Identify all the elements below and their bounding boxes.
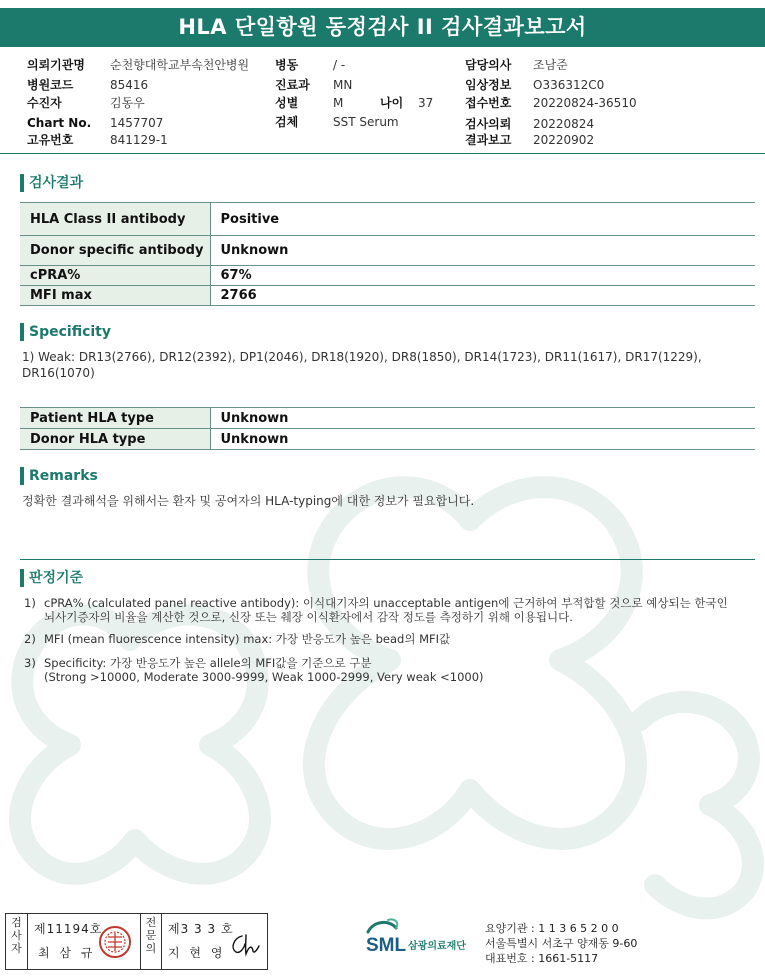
table-row: [20, 429, 755, 450]
criteria-num-3: 3): [24, 656, 36, 670]
sex-value: M: [333, 96, 344, 110]
table-row: [20, 408, 755, 429]
chart-no-label: Chart No.: [27, 116, 92, 130]
result-key: HLA Class II antibody: [20, 203, 210, 236]
institution-label: 의뢰기관명: [27, 58, 85, 72]
institution-row: [27, 57, 85, 73]
result-value: 2766: [210, 286, 755, 306]
signature-box: [5, 913, 268, 970]
doctor-value: 조남준: [533, 58, 568, 72]
specimen-label: 검체: [275, 115, 299, 129]
sml-logo: [364, 918, 482, 960]
sml-org-name: 삼광의료재단: [408, 941, 466, 952]
table-row: [20, 266, 755, 286]
reviewer-license: 제3 3 3 호: [168, 922, 234, 936]
org-code: 요양기관 : 1 1 3 6 5 2 0 0: [485, 922, 619, 935]
criteria-item-1-line-1: cPRA% (calculated panel reactive antibody): 이식대기자의 unacceptable antigen에 근거하여 부적합할 것으로 예상되는 한국인: [44, 596, 728, 610]
result-value: Unknown: [210, 236, 755, 266]
hla-key: Donor HLA type: [20, 429, 210, 450]
criteria-num-1: 1): [24, 596, 36, 610]
org-address: 서울특별시 서초구 양재동 9-60: [485, 937, 638, 950]
criteria-section-title: 판정기준: [20, 569, 83, 587]
hla-key: Patient HLA type: [20, 408, 210, 429]
criteria-item-1-line-2: 뇌사기증자의 비율을 계산한 것으로, 신장 또는 췌장 이식환자에서 감작 정도를 측정하기 위해 이용됩니다.: [44, 610, 573, 624]
unique-no-value: 841129-1: [110, 133, 168, 147]
remarks-text: 정확한 결과해석을 위해서는 환자 및 공여자의 HLA-typing에 대한 정보가 필요합니다.: [22, 494, 475, 508]
examiner-label-text: 검사자: [11, 916, 22, 955]
hospital-code-value: 85416: [110, 78, 149, 92]
results-table: [20, 202, 755, 306]
ward-value: / -: [333, 58, 346, 72]
institution-value: 순천향대학교부속천안병원: [110, 58, 250, 72]
dept-value: MN: [333, 78, 353, 92]
examiner-license: 제11194호: [34, 922, 103, 936]
result-value: 67%: [210, 266, 755, 286]
specificity-section-title: Specificity: [20, 323, 111, 341]
criteria-item-3-line-2: (Strong >10000, Moderate 3000-9999, Weak 1000-2999, Very weak <1000): [44, 670, 484, 684]
result-value: Positive: [210, 203, 755, 236]
table-row: [20, 286, 755, 306]
hospital-code-label: 병원코드: [27, 78, 74, 92]
criteria-item-2-line-1: MFI (mean fluorescence intensity) max: 가장 반응도가 높은 bead의 MFI값: [44, 632, 451, 646]
reviewer-label-text: 전문의: [145, 916, 157, 955]
criteria-divider: [20, 559, 755, 560]
hla-value: Unknown: [210, 429, 755, 450]
report-date-label: 결과보고: [465, 133, 512, 147]
examiner-seal-icon: [98, 925, 132, 959]
table-row: [20, 203, 755, 236]
specificity-line-1: 1) Weak: DR13(2766), DR12(2392), DP1(2046), DR18(1920), DR8(1850), DR14(1723), DR11(1617), DR17(1229),: [22, 350, 702, 364]
age-label: 나이: [380, 96, 404, 110]
request-value: 20220824: [533, 117, 595, 131]
sex-label: 성별: [275, 96, 299, 110]
table-row: [20, 236, 755, 266]
unique-no-label: 고유번호: [27, 133, 74, 147]
reviewer-name: 지 현 영: [168, 946, 226, 960]
report-title: HLA 단일항원 동정검사 II 검사결과보고서: [0, 8, 765, 47]
result-key: cPRA%: [20, 266, 210, 286]
age-value: 37: [418, 96, 434, 110]
examiner-label: [6, 914, 28, 969]
remarks-section-title: Remarks: [20, 467, 98, 485]
header-divider: [0, 153, 765, 154]
org-phone: 대표번호 : 1661-5117: [485, 952, 599, 965]
clinical-value: O336312C0: [533, 78, 605, 92]
receipt-label: 접수번호: [465, 96, 512, 110]
examiner-name: 최 삼 규: [38, 946, 96, 960]
result-key: Donor specific antibody: [20, 236, 210, 266]
results-section-title: 검사결과: [20, 174, 83, 192]
criteria-item-3-line-1: Specificity: 가장 반응도가 높은 allele의 MFI값을 기준으로 구분: [44, 656, 372, 670]
hla-type-table: [20, 407, 755, 450]
specimen-value: SST Serum: [333, 115, 399, 129]
reviewer-signature-icon: [228, 932, 264, 958]
clinical-label: 임상정보: [465, 78, 512, 92]
hla-value: Unknown: [210, 408, 755, 429]
patient-value: 김동우: [110, 96, 145, 110]
criteria-num-2: 2): [24, 632, 36, 646]
reviewer-label: [140, 914, 162, 969]
specificity-line-2: DR16(1070): [22, 366, 95, 380]
doctor-label: 담당의사: [465, 58, 512, 72]
report-date-value: 20220902: [533, 133, 595, 147]
result-key: MFI max: [20, 286, 210, 306]
sml-short-name: SML: [366, 935, 407, 956]
chart-no-value: 1457707: [110, 116, 164, 130]
ward-label: 병동: [275, 58, 299, 72]
request-label: 검사의뢰: [465, 117, 512, 131]
receipt-value: 20220824-36510: [533, 96, 637, 110]
dept-label: 진료과: [275, 78, 310, 92]
patient-label: 수진자: [27, 96, 62, 110]
